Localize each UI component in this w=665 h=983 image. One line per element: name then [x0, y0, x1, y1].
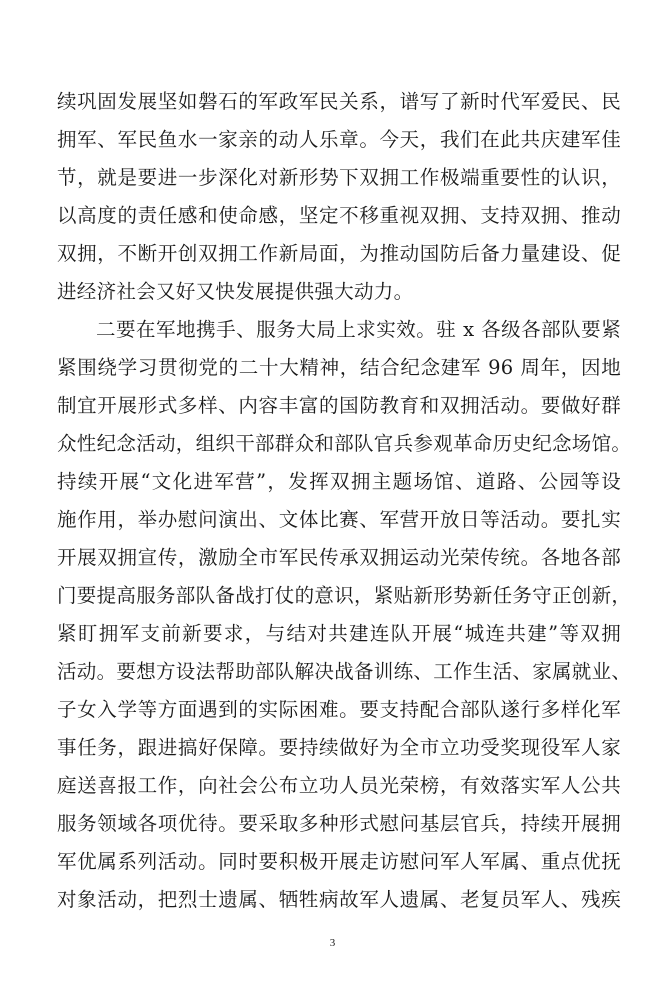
text-line: 众性纪念活动，组织干部群众和部队官兵参观革命历史纪念场馆。	[57, 432, 632, 455]
text-line: 对象活动，把烈士遗属、牺牲病故军人遗属、老复员军人、残疾	[57, 888, 621, 911]
text-line: 庭送喜报工作，向社会公布立功人员光荣榜，有效落实军人公共	[57, 774, 621, 797]
text-line: 事任务，跟进搞好保障。要持续做好为全市立功受奖现役军人家	[57, 736, 621, 759]
text-line: 军优属系列活动。同时要积极开展走访慰问军人军属、重点优抚	[57, 850, 621, 873]
text-line: 活动。要想方设法帮助部队解决战备训练、工作生活、家属就业、	[57, 660, 632, 683]
text-line: 以高度的责任感和使命感，坚定不移重视双拥、支持双拥、推动	[57, 204, 621, 227]
text-line: 进经济社会又好又快发展提供强大动力。	[57, 280, 414, 303]
text-line: 施作用，举办慰问演出、文体比赛、军营开放日等活动。要扎实	[57, 508, 621, 531]
text-line: 制宜开展形式多样、内容丰富的国防教育和双拥活动。要做好群	[57, 394, 621, 417]
text-line: 续巩固发展坚如磐石的军政军民关系，谱写了新时代军爱民、民	[57, 90, 621, 113]
text-line: 门要提高服务部队备战打仗的意识，紧贴新形势新任务守正创新，	[57, 584, 632, 607]
text-line: 持续开展“文化进军营”，发挥双拥主题场馆、道路、公园等设	[57, 470, 621, 493]
page-number: 3	[329, 937, 336, 949]
text-line: 开展双拥宣传，激励全市军民传承双拥运动光荣传统。各地各部	[57, 546, 621, 569]
text-line: 双拥，不断开创双拥工作新局面，为推动国防后备力量建设、促	[57, 242, 621, 265]
text-line: 子女入学等方面遇到的实际困难。要支持配合部队遂行多样化军	[57, 698, 621, 721]
text-line: 紧盯拥军支前新要求，与结对共建连队开展“城连共建”等双拥	[57, 622, 621, 645]
text-line: 服务领域各项优待。要采取多种形式慰问基层官兵，持续开展拥	[57, 812, 621, 835]
text-line: 紧围绕学习贯彻党的二十大精神，结合纪念建军 96 周年，因地	[57, 356, 621, 379]
paragraph-first-line: 二要在军地携手、服务大局上求实效。驻 x 各级各部队要紧	[96, 318, 621, 341]
text-line: 节，就是要进一步深化对新形势下双拥工作极端重要性的认识，	[57, 166, 621, 189]
text-line: 拥军、军民鱼水一家亲的动人乐章。今天，我们在此共庆建军佳	[57, 128, 621, 151]
